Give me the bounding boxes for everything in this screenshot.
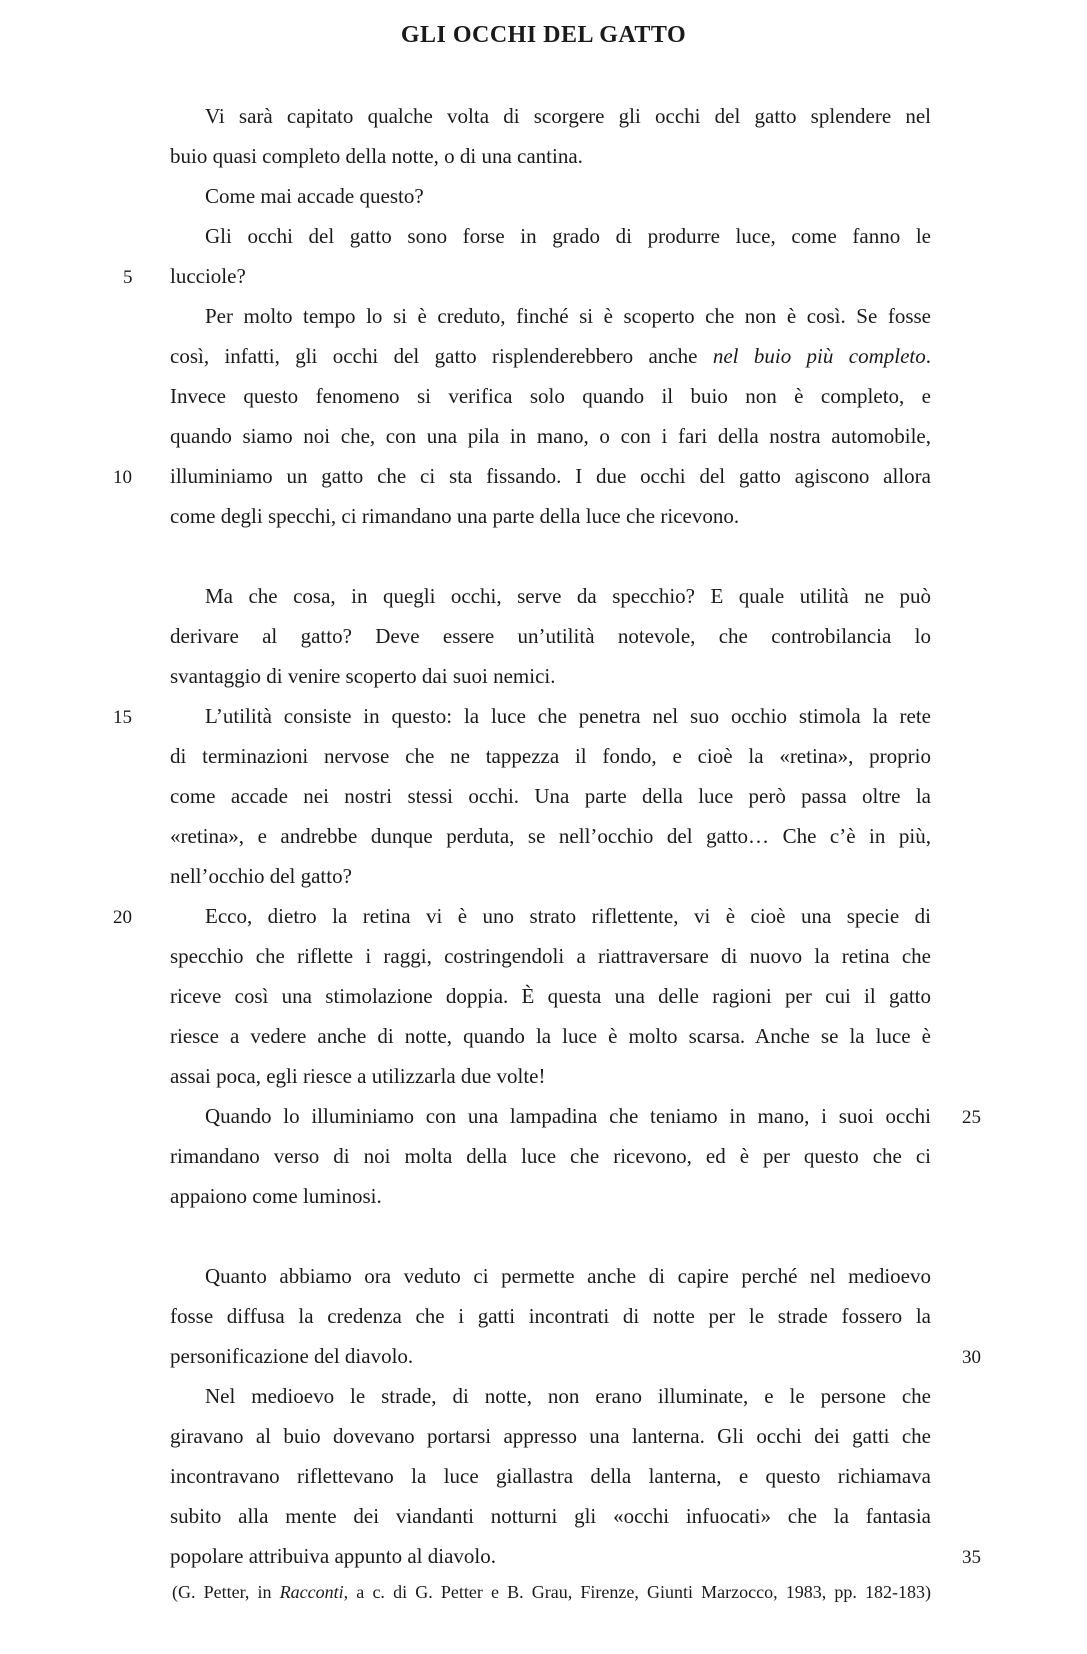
text-line: L’utilità consiste in questo: la luce che penetra nel suo occhio stimola la rete xyxy=(205,704,931,728)
text-line: subito alla mente dei viandanti notturni gli «occhi infuocati» che la fantasia xyxy=(170,1504,931,1528)
text-line: nell’occhio del gatto? xyxy=(170,864,352,888)
text-line: Ecco, dietro la retina vi è uno strato riflettente, vi è cioè una specie di xyxy=(205,904,931,928)
text-line: assai poca, egli riesce a utilizzarla due volte! xyxy=(170,1064,546,1088)
text-line: riesce a vedere anche di notte, quando la luce è molto scarsa. Anche se la luce è xyxy=(170,1024,931,1048)
text-line: derivare al gatto? Deve essere un’utilità notevole, che controbilancia lo xyxy=(170,624,931,648)
text-line: Ma che cosa, in quegli occhi, serve da specchio? E quale utilità ne può xyxy=(205,584,931,608)
text-line: Gli occhi del gatto sono forse in grado di produrre luce, come fanno le xyxy=(205,224,931,248)
text-line: come accade nei nostri stessi occhi. Una parte della luce però passa oltre la xyxy=(170,784,931,808)
text-line: quando siamo noi che, con una pila in mano, o con i fari della nostra automobile, xyxy=(170,424,931,448)
text-line: Quando lo illuminiamo con una lampadina che teniamo in mano, i suoi occhi xyxy=(205,1104,931,1128)
citation-text: , a c. di G. Petter e B. Grau, Firenze, Giunti Marzocco, 1983, pp. 182-183) xyxy=(343,1582,931,1602)
line-number: 30 xyxy=(962,1347,981,1368)
citation-text: (G. Petter, in xyxy=(172,1582,280,1602)
text-line: Invece questo fenomeno si verifica solo quando il buio non è completo, e xyxy=(170,384,931,408)
text-line: popolare attribuiva appunto al diavolo. xyxy=(170,1544,496,1568)
line-number: 35 xyxy=(962,1547,981,1568)
text-segment: così, infatti, gli occhi del gatto risplenderebbero anche xyxy=(170,344,713,368)
text-line: Vi sarà capitato qualche volta di scorgere gli occhi del gatto splendere nel xyxy=(205,104,931,128)
text-line xyxy=(170,336,931,376)
text-line: fosse diffusa la credenza che i gatti incontrati di notte per le strade fossero la xyxy=(170,1304,931,1328)
text-line: giravano al buio dovevano portarsi appresso una lanterna. Gli occhi dei gatti che xyxy=(170,1424,931,1448)
text-line: rimandano verso di noi molta della luce che ricevono, ed è per questo che ci xyxy=(170,1144,931,1168)
line-number: 10 xyxy=(113,467,132,488)
text-line: di terminazioni nervose che ne tappezza il fondo, e cioè la «retina», proprio xyxy=(170,744,931,768)
text-segment: . xyxy=(925,344,931,368)
text-line: Per molto tempo lo si è creduto, finché si è scoperto che non è così. Se fosse xyxy=(205,304,931,328)
source-citation xyxy=(172,1578,931,1606)
text-line: buio quasi completo della notte, o di una cantina. xyxy=(170,144,583,168)
text-line: riceve così una stimolazione doppia. È questa una delle ragioni per cui il gatto xyxy=(170,984,931,1008)
text-line: come degli specchi, ci rimandano una parte della luce che ricevono. xyxy=(170,504,740,528)
text-line: specchio che riflette i raggi, costringendoli a riattraversare di nuovo la retina che xyxy=(170,944,931,968)
text-line: Nel medioevo le strade, di notte, non erano illuminate, e le persone che xyxy=(205,1384,931,1408)
text-line: incontravano riflettevano la luce giallastra della lanterna, e questo richiamava xyxy=(170,1464,931,1488)
text-line: Quanto abbiamo ora veduto ci permette anche di capire perché nel medioevo xyxy=(205,1264,931,1288)
line-number: 20 xyxy=(113,907,132,928)
text-line: personificazione del diavolo. xyxy=(170,1344,414,1368)
text-line: lucciole? xyxy=(170,264,246,288)
italic-phrase: nel buio più completo xyxy=(712,344,926,368)
text-line: appaiono come luminosi. xyxy=(170,1184,382,1208)
page-title: GLI OCCHI DEL GATTO xyxy=(400,22,687,48)
citation-book-title: Racconti xyxy=(279,1582,344,1602)
text-line: Come mai accade questo? xyxy=(205,184,424,208)
text-line: illuminiamo un gatto che ci sta fissando. I due occhi del gatto agiscono allora xyxy=(170,464,931,488)
line-number: 5 xyxy=(123,267,133,288)
line-number: 25 xyxy=(962,1107,981,1128)
text-line: svantaggio di venire scoperto dai suoi nemici. xyxy=(170,664,556,688)
line-number: 15 xyxy=(113,707,132,728)
text-line: «retina», e andrebbe dunque perduta, se nell’occhio del gatto… Che c’è in più, xyxy=(170,824,931,848)
